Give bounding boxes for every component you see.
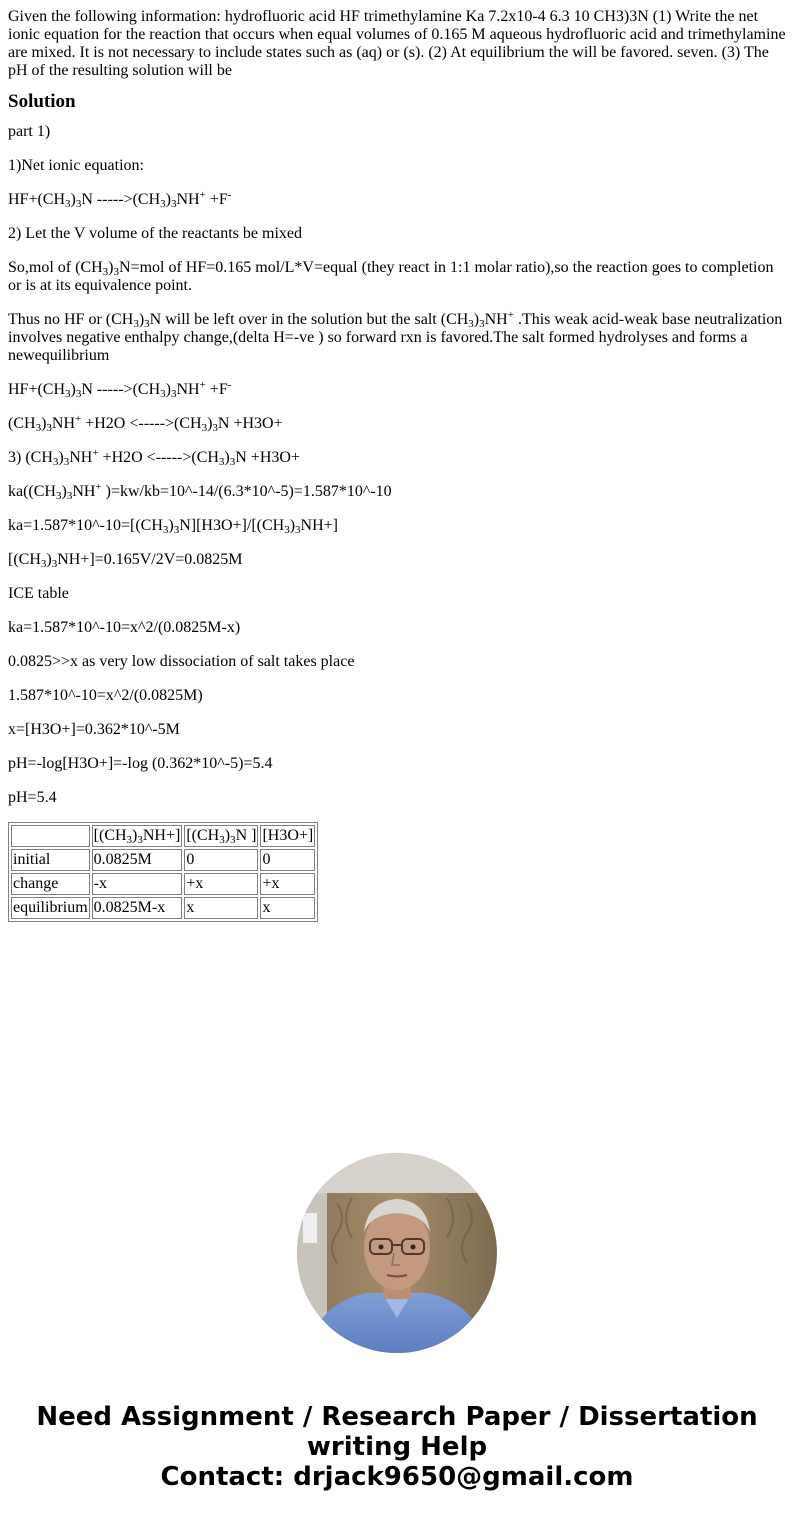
table-header-cell: [H3O+] <box>260 825 315 847</box>
question-text: Given the following information: hydrofluoric acid HF trimethylamine Ka 7.2x10-4 6.3 10 CH3)3N (1) Write the net ionic equation for the reaction that occurs when equal volumes of 0.165 M aqueous hydrofluoric acid and trimethylamine are mixed. It is not necessary to include states such as (aq) or (s). (2) At equilibrium the will be favored. seven. (3) The pH of the resulting solution will be <box>8 8 786 79</box>
table-cell: initial <box>11 849 90 871</box>
table-header-cell: $[(CH_3)_3NH+]$ <box>93 827 181 846</box>
hydrolysis-equation: $(CH_3)_3NH^+ +H2O <----->(CH_3)_3N +H3O+$ <box>8 413 283 434</box>
table-cell: -x <box>92 873 183 895</box>
table-row <box>11 873 315 895</box>
document-body <box>8 8 788 922</box>
table-cell: equilibrium <box>11 897 90 919</box>
part1-label: part 1) <box>8 123 51 140</box>
net-ionic-equation-repeat: $HF+(CH_3)_3N$ $----->(CH_3)_3NH^+ +F^-$ <box>8 379 232 400</box>
x-value: x=[H3O+]=0.362*10^-5M <box>8 721 180 738</box>
ph-final: pH=5.4 <box>8 789 57 806</box>
simplified-expression: 1.587*10^-10=x^2/(0.0825M) <box>8 687 203 704</box>
footer-contact: Contact: drjack9650@gmail.com <box>160 1462 634 1492</box>
table-cell: 0 <box>184 849 258 871</box>
table-row <box>11 849 315 871</box>
table-header-cell: [$(CH_3)_3N$ ] <box>186 827 257 846</box>
solution-heading: Solution <box>8 91 76 112</box>
step3-equation: 3) $(CH_3)_3NH^+ +H2O <----->(CH_3)_3N +H3O+$ <box>8 447 300 468</box>
footer-line-1: Need Assignment / Research Paper / Dissertation <box>36 1402 758 1432</box>
table-cell: +x <box>260 873 315 895</box>
ph-calculation: pH=-log[H3O+]=-log (0.362*10^-5)=5.4 <box>8 755 273 772</box>
table-row <box>11 897 315 919</box>
author-photo-image <box>297 1153 497 1353</box>
ka-ice-expression: ka=1.587*10^-10=x^2/(0.0825M-x) <box>8 619 241 636</box>
table-cell: 0 <box>260 849 315 871</box>
footer-banner <box>0 1402 794 1492</box>
author-photo <box>297 1153 497 1353</box>
ka-expression: $ka=1.587*10\^{}-10=[(CH_3)_3N][H3O+]/[(CH_3)_3NH+]$ <box>8 517 338 536</box>
table-cell <box>11 825 90 847</box>
net-ionic-equation: $HF+(CH_3)_3N$ $----->(CH_3)_3NH^+ +F^-$ <box>8 189 232 210</box>
footer-line-2: writing Help <box>306 1432 488 1462</box>
table-cell: x <box>184 897 258 919</box>
ice-table <box>8 822 318 922</box>
approximation-text: 0.0825>>x as very low dissociation of salt takes place <box>8 653 355 670</box>
table-cell: 0.0825M <box>92 849 183 871</box>
neutralization-text: Thus no HF or $(CH_3)_3N$ will be left over in the solution but the salt $(CH_3)_3NH^+$ .This weak acid-weak base neutralization involves negative enthalpy change,(delta H=-ve ) so forward rxn is favored.The salt formed hydrolyses and forms a newequilibrium <box>8 309 783 364</box>
table-cell: x <box>260 897 315 919</box>
table-cell: +x <box>184 873 258 895</box>
salt-concentration: $[(CH_3)_3NH+]=0.165V/2V=0.0825M$ <box>8 551 243 570</box>
net-ionic-label: 1)Net ionic equation: <box>8 157 144 174</box>
ice-table-label: ICE table <box>8 585 69 602</box>
step2-text: 2) Let the V volume of the reactants be mixed <box>8 225 302 242</box>
ka-kw-kb: $ka((CH_3)_3NH^+$ )=kw/kb=10^-14/(6.3*10^-5)=1.587*10^-10 <box>8 481 392 502</box>
table-cell: 0.0825M-x <box>92 897 183 919</box>
table-row <box>11 825 315 847</box>
moles-text: So,mol of $(CH_3)_3N=mol$ of HF=0.165 mol/L*V=equal (they react in 1:1 molar ratio),so the reaction goes to completion or is at its equivalence point. <box>8 259 774 294</box>
table-cell: change <box>11 873 90 895</box>
